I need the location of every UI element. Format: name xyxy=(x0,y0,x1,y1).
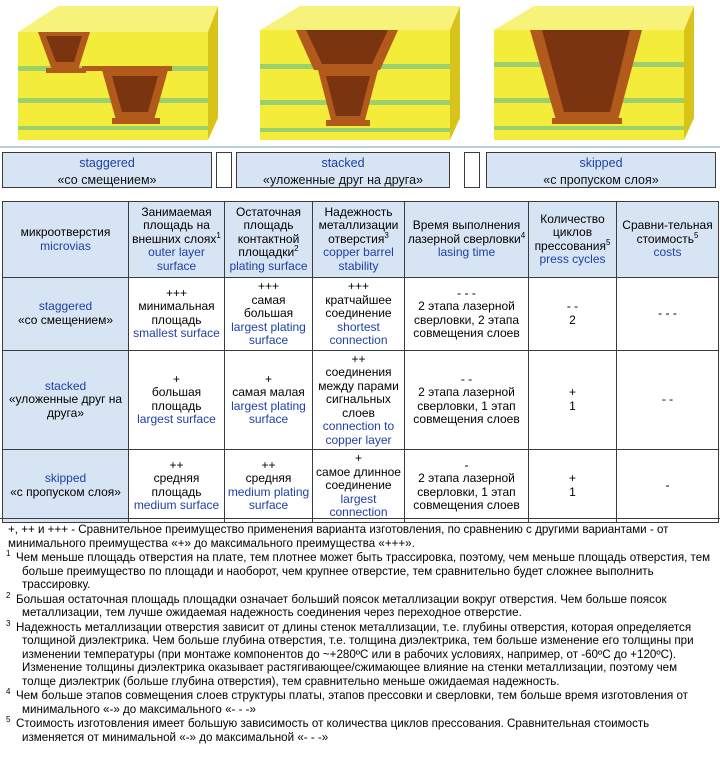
footnote-1: 1 Чем меньше площадь отверстия на плате, тем плотнее может быть трассировка, поэтому, чем меньше площадь отверстия, тем больше преимущество по площади и наоборот, чем крупнее отверстие, тем сравнительно будет сложнее выполнить трассировку. xyxy=(6,549,711,591)
rating-mark: - - xyxy=(460,371,473,386)
type-label-skipped xyxy=(486,152,716,188)
press-cycle-count: 1 xyxy=(569,484,576,499)
header-label-en: copper barrel stability xyxy=(323,245,394,273)
rating-mark: - - - xyxy=(658,306,677,320)
footnote-2: 2 Большая остаточная площадь площадки означает больший поясок металлизации вокруг отверстия. Чем больше поясок металлизации, тем лучше ожидаемая надежность соединения через переходное отверстие. xyxy=(6,590,667,619)
row-label-ru: «уложенные друг на друга» xyxy=(8,392,123,420)
type-label-stacked xyxy=(236,152,450,188)
rating-mark: - xyxy=(464,457,469,472)
header-plating-surface xyxy=(225,202,313,278)
footnote-ref: 1 xyxy=(216,230,221,240)
table-row xyxy=(3,450,719,523)
row-label-stacked xyxy=(3,350,129,450)
type-stacked-en: stacked xyxy=(321,156,365,170)
cell-text-en: largest connection xyxy=(329,491,388,519)
cell-text-en: largest plating surface xyxy=(231,319,306,347)
table-row xyxy=(3,350,719,450)
row-label-en: skipped xyxy=(44,471,87,486)
header-label: микроотверстия xyxy=(20,225,111,239)
header-barrel-stability xyxy=(313,202,405,278)
cell-costs xyxy=(617,350,719,450)
cell-lasing-time xyxy=(405,278,529,351)
type-separator xyxy=(464,152,480,188)
row-label-en: staggered xyxy=(38,299,93,314)
header-costs xyxy=(617,202,719,278)
cell-text-en: medium plating surface xyxy=(227,484,310,513)
header-press-cycles xyxy=(529,202,617,278)
rating-mark: - xyxy=(665,478,670,492)
cell-press-cycles xyxy=(529,450,617,523)
rating-mark: + xyxy=(568,385,576,400)
footnote-ref: 3 xyxy=(384,230,389,240)
table-header-row xyxy=(3,202,719,278)
footnote-ref: 2 xyxy=(294,244,299,254)
stacked-via-illustration xyxy=(260,0,460,146)
cell-text: средняя площадь xyxy=(151,471,202,499)
header-label-en: lasing time xyxy=(437,245,496,260)
cell-text-en: largest surface xyxy=(137,412,216,427)
microvia-illustrations xyxy=(0,0,720,146)
header-microvias xyxy=(3,202,129,278)
table-row xyxy=(3,278,719,351)
row-label-en: stacked xyxy=(44,378,87,393)
cell-text: большая площадь xyxy=(151,385,202,413)
row-label-staggered xyxy=(3,278,129,351)
header-label-en: microvias xyxy=(40,238,91,253)
cell-barrel-stability xyxy=(313,278,405,351)
footnote-ref: 4 xyxy=(520,230,526,240)
cell-press-cycles xyxy=(529,350,617,450)
press-cycle-count: 1 xyxy=(569,398,576,413)
type-skipped-ru: «с пропуском слоя» xyxy=(543,173,659,187)
cell-text: кратчайшее соединение xyxy=(325,292,392,320)
cell-text-en: medium surface xyxy=(133,498,220,513)
rating-mark: + xyxy=(354,451,362,465)
cell-text: средняя xyxy=(245,471,292,486)
cell-text: минимальная площадь xyxy=(138,299,215,327)
cell-outer-surface xyxy=(129,350,225,450)
header-label-en: outer layer surface xyxy=(148,245,205,273)
rating-mark: ++ xyxy=(351,351,366,366)
type-staggered-ru: «со смещением» xyxy=(57,173,157,187)
type-staggered-en: staggered xyxy=(79,156,135,170)
cell-outer-surface xyxy=(129,450,225,523)
row-label-ru: «со смещением» xyxy=(17,312,114,327)
rating-mark: ++ xyxy=(261,457,276,472)
skipped-via-illustration xyxy=(494,0,694,146)
footnote-text: Большая остаточная площадь площадки означает больший поясок металлизации вокруг отверстия. Чем больше поясок металлизации, тем лучше ожидаемая надежность соединения через переходное отверстие. xyxy=(16,592,667,619)
cell-text: самое длинное соединение xyxy=(316,464,401,492)
cell-text: соединения между парами сигнальных слоев xyxy=(318,365,399,420)
cell-text: самая большая xyxy=(243,292,294,320)
type-stacked-ru: «уложенные друг на друга» xyxy=(263,173,423,187)
header-label: Занимаемая площадь на внешних слоях xyxy=(132,204,217,246)
rating-mark: +++ xyxy=(257,279,280,293)
footnote-text: Чем больше этапов совмещения слоев структуры платы, этапов прессовки и сверловки, тем больше время изготовления от минимального «-» до максимального «- - -» xyxy=(16,689,688,716)
rating-mark: + xyxy=(264,371,272,386)
cell-outer-surface xyxy=(129,278,225,351)
header-label-en: plating surface xyxy=(229,258,308,273)
footnote-ref: 5 xyxy=(605,237,611,247)
rating-mark: ++ xyxy=(169,457,184,472)
cell-plating-surface xyxy=(225,278,313,351)
type-separator xyxy=(216,152,232,188)
cell-text: 2 этапа лазерной сверловки, 2 этапа совмещения слоев xyxy=(413,299,520,341)
cell-text: самая малая xyxy=(232,385,305,400)
cell-lasing-time xyxy=(405,450,529,523)
cell-lasing-time xyxy=(405,350,529,450)
rating-mark: +++ xyxy=(165,285,188,300)
cell-text-en: shortest connection xyxy=(329,319,388,347)
header-label: Время выполнения лазерной сверловки xyxy=(407,218,521,246)
cell-text-en: connection to copper layer xyxy=(322,419,395,447)
footnote-text: Надежность металлизации отверстия зависит от длины стенок металлизации, т.е. глубины отверстия, которая определяется толщиной диэлектрика. Чем больше глубина отверстия, т.е. толщина диэлектрика, тем больше изменение его толщины при изменении температуры (при монтаже компонентов до ~+280ºС или в рабочих условиях, например, от -60ºС до +120ºС). Изменение толщины диэлектрика оказывает растягивающее/сжимающее влияние на стенки металлизации, поэтому чем толще диэлектрик (больше глубина отверстия), тем сравнительно меньше ожидаемая надежность. xyxy=(16,620,694,688)
header-label: Количество циклов прессования xyxy=(534,211,606,253)
type-skipped-en: skipped xyxy=(579,156,623,170)
rating-mark: - - xyxy=(661,392,674,406)
cell-text: 2 этапа лазерной сверловки, 1 этап совмещения слоев xyxy=(413,385,520,427)
cell-text-en: largest plating surface xyxy=(231,398,306,427)
footnote-text: Стоимость изготовления имеет большую зависимость от количества циклов прессования. Сравнительная стоимость изменяется от минимальной «-» до максимальной «- - -» xyxy=(16,717,650,744)
type-label-staggered xyxy=(2,152,212,188)
header-label: Остаточная площадь контактной площадки xyxy=(236,204,301,260)
footnote-text: Чем меньше площадь отверстия на плате, тем плотнее может быть трассировка, поэтому, чем меньше площадь отверстия, тем больше преимущество по площади и наоборот, чем крупнее отверстие, тем сравнительно будет сложнее выполнить трассировку. xyxy=(16,551,711,591)
cell-text-en: smallest surface xyxy=(133,326,220,341)
header-label: Надежность металлизации отверстия xyxy=(318,204,399,246)
row-label-ru: «с пропуском слоя» xyxy=(10,484,121,499)
footnote-ref: 5 xyxy=(693,230,699,240)
row-label-skipped xyxy=(3,450,129,523)
cell-costs xyxy=(617,278,719,351)
header-outer-layer-surface xyxy=(129,202,225,278)
footnote-4: 4 Чем больше этапов совмещения слоев структуры платы, этапов прессовки и сверловки, тем больше время изготовления от минимального «-» до максимального «- - -» xyxy=(6,687,688,716)
rating-mark: + xyxy=(568,471,576,486)
comparison-table xyxy=(2,201,719,523)
footnote-3: 3 Надежность металлизации отверстия зависит от длины стенок металлизации, т.е. глубины отверстия, которая определяется толщиной диэлектрика. Чем больше глубина отверстия, т.е. толщина диэлектрика, тем больше изменение его толщины при изменении температуры (при монтаже компонентов до ~+280ºС или в рабочих условиях, например, от -60ºС до +120ºС). Изменение толщины диэлектрика оказывает растягивающее/сжимающее влияние на стенки металлизации, поэтому чем толще диэлектрик (больше глубина отверстия), тем сравнительно меньше ожидаемая надежность. xyxy=(6,618,694,688)
rating-mark: +++ xyxy=(347,279,370,293)
cell-plating-surface xyxy=(225,350,313,450)
header-label-en: costs xyxy=(653,245,682,260)
cell-barrel-stability xyxy=(313,450,405,523)
header-label: Сравни-тельная стоимость xyxy=(622,218,713,246)
footnote-intro: +, ++ и +++ - Сравнительное преимущество применения варианта изготовления, по сравнению с другими вариантами - от минимального преимущества «+» до максимального преимущества «+++». xyxy=(8,523,669,550)
staggered-via-illustration xyxy=(18,0,218,146)
cell-barrel-stability xyxy=(313,350,405,450)
press-cycle-count: 2 xyxy=(569,312,576,327)
header-lasing-time xyxy=(405,202,529,278)
via-type-band xyxy=(0,146,720,202)
rating-mark: - - xyxy=(566,299,579,314)
cell-costs xyxy=(617,450,719,523)
rating-mark: + xyxy=(172,371,180,386)
header-label-en: press cycles xyxy=(539,252,606,266)
cell-press-cycles xyxy=(529,278,617,351)
cell-plating-surface xyxy=(225,450,313,523)
footnotes xyxy=(0,518,720,758)
rating-mark: - - - xyxy=(457,285,476,300)
footnote-5: 5 Стоимость изготовления имеет большую зависимость от количества циклов прессования. Сравнительная стоимость изменяется от минимальной «-» до максимальной «- - -» xyxy=(6,715,650,744)
cell-text: 2 этапа лазерной сверловки, 1 этап совмещения слоев xyxy=(413,471,520,513)
